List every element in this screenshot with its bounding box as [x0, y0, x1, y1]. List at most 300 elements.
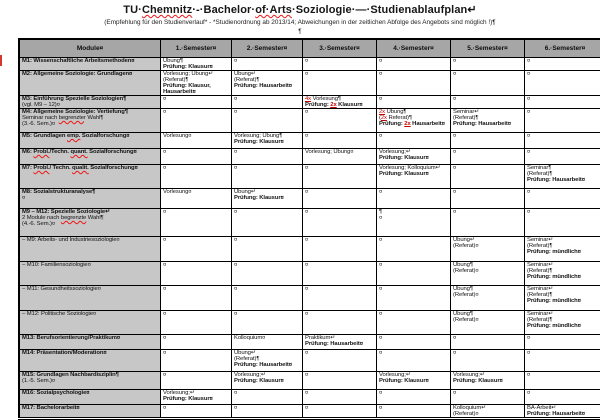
semester-cell — [377, 262, 451, 286]
semester-cell — [232, 405, 303, 419]
semester-cell — [377, 335, 451, 350]
cell-line: ¤ — [305, 133, 374, 139]
table-row-4 — [19, 133, 600, 149]
module-cell — [19, 149, 161, 165]
cell-line: (1.-5. Sem.)¤ — [22, 378, 158, 384]
cell-line: (4.-6. Sem.)¤ — [22, 221, 158, 227]
semester-cell — [161, 58, 232, 71]
module-cell — [19, 335, 161, 350]
cell-line: ¤ — [379, 215, 448, 221]
cell-line: Vorlesung;↵ — [163, 390, 229, 396]
module-cell — [19, 189, 161, 209]
semester-cell — [451, 237, 525, 262]
cell-line: Vorlesung;↵ — [453, 372, 522, 378]
semester-cell — [525, 350, 600, 372]
semester-cell — [161, 96, 232, 109]
cell-line: ¤ — [234, 58, 300, 64]
cell-line: (Referat)¤ — [453, 243, 522, 249]
cell-line: ¤ — [379, 311, 448, 317]
semester-cell — [451, 133, 525, 149]
cell-line: ¤ — [527, 372, 600, 378]
cell-line: ¤ — [305, 372, 374, 378]
cell-line: ¤ — [379, 262, 448, 268]
document-subtitle: (Empfehlung für den Studienverlauf* - *Studienordnung ab 2013/14; Abweichungen in der zeitlichen Abfolge des Angebots sind möglich !)¶ — [0, 19, 600, 26]
cell-line: Seminar¶ — [527, 165, 600, 171]
semester-cell — [525, 209, 600, 237]
column-header-semester-1: 1.·Semester¤ — [161, 39, 232, 58]
cell-line: Vorlesung;↵ — [379, 149, 448, 155]
semester-cell — [377, 237, 451, 262]
cell-line: Prüfung: Hausarbeit¤ — [453, 121, 522, 127]
table-row-13 — [19, 335, 600, 350]
cell-line: Übung↵ — [234, 189, 300, 195]
cell-line: ¤ — [234, 96, 300, 102]
table-row-11 — [19, 286, 600, 311]
cell-line: ¤ — [163, 96, 229, 102]
cell-line: ¤ — [163, 149, 229, 155]
cell-line: Vorlesung; Übung¶ — [234, 133, 300, 139]
cell-line: ¤ — [305, 350, 374, 356]
module-cell — [19, 390, 161, 405]
cell-line: ¤ — [163, 237, 229, 243]
cell-line: ¤ — [453, 165, 522, 171]
semester-cell — [232, 390, 303, 405]
semester-cell — [377, 311, 451, 335]
cell-line: Prüfung: Klausur¤ — [234, 139, 300, 145]
column-header-semester-4: 4.·Semester¤ — [377, 39, 451, 58]
table-row-14 — [19, 350, 600, 372]
module-cell — [19, 237, 161, 262]
cell-line: M14: Präsentation/Moderation¤ — [22, 350, 158, 356]
semester-cell — [303, 335, 377, 350]
cell-line: ¤ — [163, 209, 229, 215]
cell-line: Prüfung: mündlich¤ — [527, 298, 600, 304]
semester-cell — [451, 350, 525, 372]
cell-line: ¤ — [379, 189, 448, 195]
semester-cell — [525, 390, 600, 405]
cell-line: ¤ — [163, 350, 229, 356]
semester-cell — [525, 133, 600, 149]
cell-line: Übung↵ — [234, 350, 300, 356]
cell-line: ¤ — [234, 237, 300, 243]
semester-cell — [377, 286, 451, 311]
cell-line: 2 Module nach begrenzte Wahl¶ — [22, 215, 158, 221]
cell-line: M9 – M12: Spezielle Soziologie↵ — [22, 209, 158, 215]
cell-line: M7: Probl./ Techn. qualit. Sozialforschung¤ — [22, 165, 158, 171]
semester-cell — [303, 262, 377, 286]
cell-line: ¤ — [163, 286, 229, 292]
table-row-0 — [19, 58, 600, 71]
cell-line: ¤ — [305, 71, 374, 77]
semester-cell — [377, 71, 451, 96]
semester-cell — [525, 311, 600, 335]
cell-line: Prüfung: Hausarbeit¤ — [234, 362, 300, 368]
cell-line: Seminar↵ — [453, 109, 522, 115]
cell-line: ¤ — [527, 133, 600, 139]
table-row-7 — [19, 189, 600, 209]
cell-line: M2: Allgemeine Soziologie: Grundlagen¤ — [22, 71, 158, 77]
semester-cell — [377, 133, 451, 149]
cell-line: Kolloquium¤ — [234, 335, 300, 341]
semester-cell — [303, 286, 377, 311]
cell-line: Prüfung: Klausur¤ — [234, 378, 300, 384]
cell-line: ¤ — [234, 311, 300, 317]
cell-line: ¤ — [305, 209, 374, 215]
cell-line: ¤ — [379, 350, 448, 356]
cell-line: M8: Sozialstrukturanalyse¶ — [22, 189, 158, 195]
semester-cell — [303, 189, 377, 209]
module-cell — [19, 109, 161, 133]
empty-paragraph-mark: ¶ — [0, 28, 600, 35]
semester-cell — [451, 96, 525, 109]
cell-line: Übung↵ — [453, 237, 522, 243]
semester-cell — [377, 209, 451, 237]
cell-line: Übung↵ — [234, 71, 300, 77]
table-row-16 — [19, 390, 600, 405]
module-cell — [19, 372, 161, 390]
table-row-15 — [19, 372, 600, 390]
cell-line: Prüfung: mündlich¤ — [527, 274, 600, 280]
cell-line: Vorlesung¤ — [163, 133, 229, 139]
semester-cell — [303, 237, 377, 262]
semester-cell — [161, 405, 232, 419]
semester-cell — [303, 209, 377, 237]
semester-cell — [377, 390, 451, 405]
cell-line: Prüfung: Hausarbeit¤ — [234, 83, 300, 89]
cell-line: ¤ — [234, 109, 300, 115]
cell-line: ¤ — [234, 390, 300, 396]
cell-line: Vorlesung;↵ — [379, 372, 448, 378]
cell-line: ¤ — [234, 165, 300, 171]
cell-line: (Referat)¶ — [163, 77, 229, 83]
cell-line: Prüfung: Klausur¤ — [379, 171, 448, 177]
semester-cell — [451, 189, 525, 209]
module-cell — [19, 58, 161, 71]
semester-cell — [232, 209, 303, 237]
cell-line: ¤ — [305, 165, 374, 171]
cell-line: – M11: Gesundheitssoziologie¤ — [22, 286, 158, 292]
cell-line: ¤ — [527, 96, 600, 102]
cell-line: Prüfung: Klausur¤ — [163, 396, 229, 402]
semester-cell — [525, 335, 600, 350]
cell-line: Prüfung: mündlich¤ — [527, 323, 600, 329]
cell-line: Prüfung: Klausur¤ — [163, 64, 229, 70]
semester-cell — [303, 149, 377, 165]
cell-line: – M10: Familiensoziologie¤ — [22, 262, 158, 268]
cell-line: – M12: Politische Soziologie¤ — [22, 311, 158, 317]
module-cell — [19, 262, 161, 286]
cell-line: ¤ — [163, 311, 229, 317]
document-title: TU·Chemnitz·-·Bachelor·of·Arts·Soziologie·—·Studienablaufplan↵ — [0, 3, 600, 16]
cell-line: ¤ — [305, 405, 374, 411]
cell-line: ¤ — [163, 109, 229, 115]
cell-line: (Referat)¶ — [527, 171, 600, 177]
cell-line: ¤ — [453, 149, 522, 155]
column-header-semester-3: 3.·Semester¤ — [303, 39, 377, 58]
semester-cell — [303, 109, 377, 133]
cell-line: Übung¶ — [453, 286, 522, 292]
cell-line: ¤ — [527, 335, 600, 341]
cell-line: ¤ — [163, 405, 229, 411]
column-header-semester-5: 5.·Semester¤ — [451, 39, 525, 58]
cell-line: Prüfung: Klausur¤ — [379, 378, 448, 384]
semester-cell — [232, 149, 303, 165]
cell-line: ¤ — [305, 109, 374, 115]
cell-line: ¤ — [527, 209, 600, 215]
cell-line: Vorlesung; Übung¤ — [305, 149, 374, 155]
cell-line: (Referat)¶ — [234, 77, 300, 83]
cell-line: Hausarbeit¤ — [163, 89, 229, 95]
semester-cell — [303, 311, 377, 335]
cell-line: Prüfung: Klausur¤ — [379, 155, 448, 161]
cell-line: (Referat)¤ — [453, 411, 522, 417]
semester-cell — [303, 350, 377, 372]
semester-cell — [161, 165, 232, 189]
semester-cell — [525, 165, 600, 189]
cell-line: M5: Grundlagen emp. Sozialforschung¤ — [22, 133, 158, 139]
cell-line: M4: Allgemeine Soziologie: Vertiefung¶ — [22, 109, 158, 115]
cell-line: Übung¶ — [453, 311, 522, 317]
cell-line: (2x Referat)¶ — [379, 115, 448, 121]
table-row-9 — [19, 237, 600, 262]
semester-cell — [451, 286, 525, 311]
cell-line: ¤ — [163, 262, 229, 268]
cell-line: Prüfung: 2x Hausarbeit¤ — [379, 121, 448, 127]
semester-cell — [161, 311, 232, 335]
cell-line: Prüfung: 2x Klausur¤ — [305, 102, 374, 108]
cell-line: Vorlesung; Übung↵ — [163, 71, 229, 77]
cell-line: M17: Bachelorarbeit¤ — [22, 405, 158, 411]
cell-line: ¤ — [453, 350, 522, 356]
module-cell — [19, 350, 161, 372]
cell-line: Seminar↵ — [527, 237, 600, 243]
module-cell — [19, 71, 161, 96]
semester-cell — [161, 71, 232, 96]
cell-line: ¤ — [234, 405, 300, 411]
module-cell — [19, 209, 161, 237]
semester-cell — [451, 372, 525, 390]
semester-cell — [303, 405, 377, 419]
cell-line: (Referat)¶ — [527, 317, 600, 323]
semester-cell — [232, 350, 303, 372]
semester-cell — [232, 133, 303, 149]
semester-cell — [232, 262, 303, 286]
cell-line: ¤ — [379, 286, 448, 292]
cell-line: ¤ — [379, 390, 448, 396]
cell-line: M16: Sozialpsychologie¤ — [22, 390, 158, 396]
semester-cell — [377, 350, 451, 372]
semester-cell — [232, 335, 303, 350]
cell-line: ¤ — [453, 58, 522, 64]
header-row — [19, 39, 600, 58]
cell-line: ¤ — [379, 237, 448, 243]
module-cell — [19, 96, 161, 109]
semester-cell — [232, 372, 303, 390]
table-header — [19, 39, 600, 58]
cell-line: ¤ — [163, 372, 229, 378]
cell-line: (3.-6. Sem.)¤ — [22, 121, 158, 127]
semester-cell — [525, 405, 600, 419]
semester-cell — [303, 133, 377, 149]
semester-cell — [161, 286, 232, 311]
cell-line: ¤ — [234, 149, 300, 155]
cell-line: Seminar↵ — [527, 262, 600, 268]
cell-line: ¤ — [527, 71, 600, 77]
semester-cell — [232, 237, 303, 262]
semester-cell — [161, 209, 232, 237]
cell-line: ¤ — [453, 390, 522, 396]
module-cell — [19, 133, 161, 149]
cell-line: ¤ — [163, 335, 229, 341]
cell-line: ¤ — [305, 286, 374, 292]
column-header-semester-2: 2.·Semester¤ — [232, 39, 303, 58]
semester-cell — [303, 372, 377, 390]
semester-cell — [451, 262, 525, 286]
semester-cell — [232, 109, 303, 133]
cell-line: (Referat)¶ — [527, 268, 600, 274]
semester-cell — [232, 58, 303, 71]
cell-line: ¤ — [379, 335, 448, 341]
semester-cell — [377, 149, 451, 165]
cell-line: Praktikum↵ — [305, 335, 374, 341]
cell-line: ¤ — [234, 209, 300, 215]
cell-line: ¤ — [305, 58, 374, 64]
semester-cell — [377, 189, 451, 209]
cell-line: (vgl. M9 – 12)¤ — [22, 102, 158, 108]
cell-line: 4x Vorlesung¶ — [305, 96, 374, 102]
table-row-17 — [19, 405, 600, 419]
cell-line: BA-Arbeit↵ — [527, 405, 600, 411]
semester-cell — [451, 109, 525, 133]
semester-cell — [232, 311, 303, 335]
semester-cell — [161, 149, 232, 165]
module-cell — [19, 311, 161, 335]
cell-line: Prüfung: Hausarbeit¤ — [527, 177, 600, 183]
cell-line: ¤ — [163, 165, 229, 171]
cell-line: ¤ — [453, 209, 522, 215]
semester-cell — [161, 372, 232, 390]
cell-line: Vorlesung; Kolloquium↵ — [379, 165, 448, 171]
table-row-10 — [19, 262, 600, 286]
table-body — [19, 58, 600, 419]
cell-line: ¤ — [305, 237, 374, 243]
table-row-5 — [19, 149, 600, 165]
semester-cell — [451, 405, 525, 419]
cell-line: ¤ — [305, 311, 374, 317]
semester-cell — [377, 58, 451, 71]
table-row-6 — [19, 165, 600, 189]
cell-line: ¤ — [234, 286, 300, 292]
semester-cell — [451, 209, 525, 237]
semester-cell — [377, 165, 451, 189]
cell-line: Vorlesung;↵ — [234, 372, 300, 378]
cell-line: Prüfung: Hausarbeit¤ — [305, 341, 374, 347]
semester-cell — [161, 390, 232, 405]
cell-line: Prüfung: Klausur¤ — [453, 378, 522, 384]
cell-line: ¶ — [379, 209, 448, 215]
cell-line: 2x Übung¶ — [379, 109, 448, 115]
cell-line: ¤ — [22, 195, 158, 201]
semester-cell — [161, 109, 232, 133]
cell-line: ¤ — [453, 335, 522, 341]
semester-cell — [232, 165, 303, 189]
cell-line: Vorlesung¤ — [163, 189, 229, 195]
semester-cell — [232, 189, 303, 209]
cell-line: Seminar↵ — [527, 286, 600, 292]
semester-cell — [161, 133, 232, 149]
semester-cell — [451, 335, 525, 350]
cell-line: (Referat)¤ — [453, 292, 522, 298]
cell-line: Prüfung: Klausur¤ — [234, 195, 300, 201]
table-row-1 — [19, 71, 600, 96]
semester-cell — [525, 71, 600, 96]
semester-cell — [451, 149, 525, 165]
cell-line: ¤ — [305, 262, 374, 268]
semester-cell — [161, 350, 232, 372]
column-header-semester-6: 6.·Semester¤ — [525, 39, 600, 58]
revision-change-bar — [0, 55, 2, 66]
cell-line: ¤ — [453, 71, 522, 77]
cell-line: ¤ — [305, 189, 374, 195]
semester-cell — [161, 335, 232, 350]
table-row-12 — [19, 311, 600, 335]
semester-cell — [525, 109, 600, 133]
semester-cell — [232, 286, 303, 311]
semester-cell — [451, 58, 525, 71]
cell-line: M13: Berufsorientierung/Praktikum¤ — [22, 335, 158, 341]
cell-line: M6: Probl./Techn. quant. Sozialforschung¤ — [22, 149, 158, 155]
semester-cell — [232, 96, 303, 109]
semester-cell — [525, 96, 600, 109]
cell-line: ¤ — [379, 58, 448, 64]
cell-line: (Referat)¶ — [234, 356, 300, 362]
semester-cell — [161, 189, 232, 209]
column-header-module: Module¤ — [19, 39, 161, 58]
table-row-8 — [19, 209, 600, 237]
cell-line: ¤ — [379, 96, 448, 102]
semester-cell — [451, 71, 525, 96]
table-row-3 — [19, 109, 600, 133]
semester-cell — [303, 58, 377, 71]
table-row-2 — [19, 96, 600, 109]
cell-line: (Referat)¤ — [453, 317, 522, 323]
semester-cell — [303, 390, 377, 405]
cell-line: Prüfung: Klausur, — [163, 83, 229, 89]
cell-line: – M9: Arbeits- und Industriesoziologie¤ — [22, 237, 158, 243]
cell-line: M3: Einführung Spezielle Soziologien¶ — [22, 96, 158, 102]
semester-cell — [525, 372, 600, 390]
cell-line: ¤ — [527, 390, 600, 396]
semester-cell — [451, 311, 525, 335]
cell-line: Übung¶ — [453, 262, 522, 268]
cell-line: (Referat)¶ — [453, 115, 522, 121]
cell-line: ¤ — [234, 262, 300, 268]
cell-line: ¤ — [527, 109, 600, 115]
semester-cell — [377, 109, 451, 133]
semester-cell — [232, 71, 303, 96]
cell-line: (Referat)¤ — [453, 268, 522, 274]
semester-cell — [525, 189, 600, 209]
semester-cell — [525, 262, 600, 286]
semester-cell — [525, 237, 600, 262]
module-cell — [19, 165, 161, 189]
cell-line: Seminar nach begrenzter Wahl¶ — [22, 115, 158, 121]
cell-line: ¤ — [527, 58, 600, 64]
cell-line: M1: Wissenschaftliche Arbeitsmethoden¤ — [22, 58, 158, 64]
semester-cell — [303, 96, 377, 109]
cell-line: Kolloquium↵ — [453, 405, 522, 411]
cell-line: ¤ — [379, 405, 448, 411]
